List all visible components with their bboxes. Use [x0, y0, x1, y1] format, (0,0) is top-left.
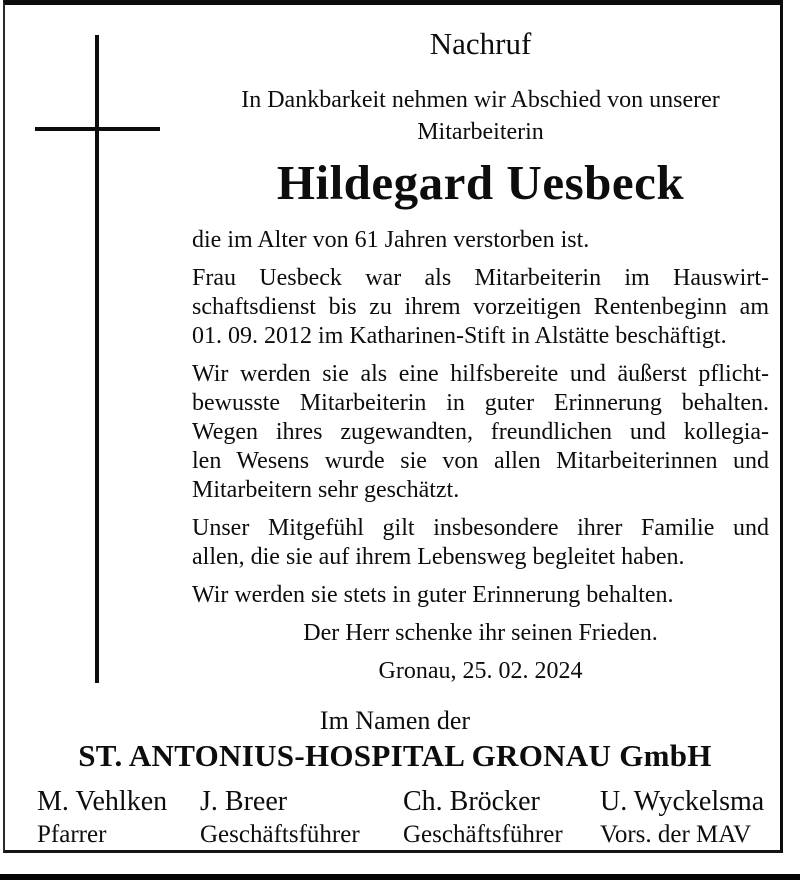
paragraph — [192, 360, 769, 505]
signatory-name: M. Vehlken — [37, 786, 168, 817]
cross-icon — [35, 127, 160, 131]
organization-name: ST. ANTONIUS-HOSPITAL GRONAU GmbH — [78, 738, 712, 773]
signatory-name: U. Wyckelsma — [600, 786, 765, 817]
intro-line-1: In Dankbarkeit nehmen wir Abschied von unserer — [241, 87, 720, 113]
dateline: Gronau, 25. 02. 2024 — [378, 658, 583, 684]
paragraph-line: Wir werden sie stets in guter Erinnerung behalten. — [192, 582, 674, 608]
signatory-column — [403, 786, 600, 850]
scan-edge-bar — [0, 874, 800, 880]
in-the-name-of-line: Im Namen der — [319, 706, 471, 735]
paragraph-line: Frau Uesbeck war als Mitarbeiterin im Hauswirt- — [192, 265, 769, 291]
signatory-name: Ch. Bröcker — [403, 786, 540, 817]
paragraph — [192, 581, 769, 610]
signatory-column — [200, 786, 403, 850]
signatory-role: Vors. der MAV — [600, 821, 752, 848]
paragraph — [192, 226, 769, 255]
signatory-role: Geschäftsführer — [200, 821, 360, 848]
paragraph — [192, 514, 769, 572]
blessing-line: Der Herr schenke ihr seinen Frieden. — [303, 620, 658, 646]
intro-line-2: Mitarbeiterin — [417, 119, 544, 145]
signatory-column — [600, 786, 782, 850]
signatory-role: Pfarrer — [37, 821, 107, 848]
paragraph-line: schaftsdienst bis zu ihrem vorzeitigen Rentenbeginn am — [192, 294, 769, 320]
intro-text — [192, 84, 769, 148]
cross-icon — [95, 35, 99, 683]
deceased-name: Hildegard Uesbeck — [276, 155, 685, 210]
paragraph-line: Unser Mitgefühl gilt insbesondere ihrer Familie und — [192, 515, 769, 541]
paragraph-line: len Wesens wurde sie von allen Mitarbeiterinnen und — [192, 448, 769, 474]
paragraph-line: Wegen ihres zugewandten, freundlichen und kollegia- — [192, 419, 769, 445]
paragraph-line: Mitarbeitern sehr geschätzt. — [192, 477, 460, 503]
notice-title: Nachruf — [429, 26, 532, 61]
obituary-body — [192, 226, 769, 695]
paragraph-line: allen, die sie auf ihrem Lebensweg begleitet haben. — [192, 544, 685, 570]
paragraph — [192, 264, 769, 351]
signature-block — [37, 786, 782, 850]
paragraph-line: die im Alter von 61 Jahren verstorben ist. — [192, 227, 590, 253]
signatory-role: Geschäftsführer — [403, 821, 563, 848]
paragraph-line: Wir werden sie als eine hilfsbereite und äußerst pflicht- — [192, 361, 769, 387]
paragraph-line: bewusste Mitarbeiterin in guter Erinnerung behalten. — [192, 390, 769, 416]
paragraph-line: 01. 09. 2012 im Katharinen-Stift in Alstätte beschäftigt. — [192, 323, 727, 349]
signatory-column — [37, 786, 200, 850]
signatory-name: J. Breer — [200, 786, 288, 817]
